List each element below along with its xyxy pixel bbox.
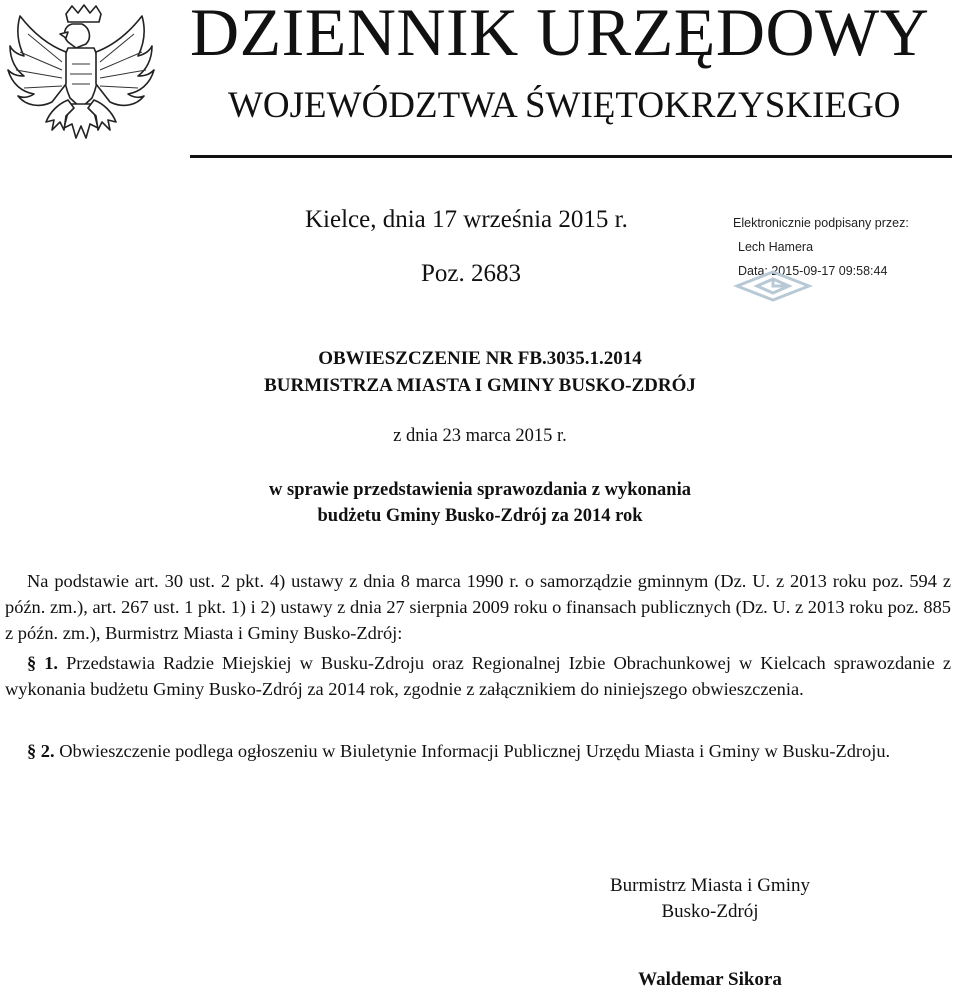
signature-name: Lech Hamera [738, 240, 814, 254]
paragraph-1-text: Przedstawia Radzie Miejskiej w Busku-Zdroju oraz Regionalnej Izbie Obrachunkowej w Kielcach sprawozdanie z wykonania budżetu Gminy Busko-Zdrój za 2014 rok, zgodnie z załącznikiem do niniejszego obwieszczenia. [5, 653, 951, 699]
journal-subtitle: WOJEWÓDZTWA ŚWIĘTOKRZYSKIEGO [228, 85, 901, 126]
mayor-title-line-1: Burmistrz Miasta i Gminy [609, 875, 810, 896]
journal-title: DZIENNIK URZĘDOWY [190, 0, 930, 70]
paragraph-2-label: § 2. [27, 741, 55, 761]
paragraph-1-label: § 1. [27, 653, 59, 673]
header-rule [190, 155, 952, 158]
issuer-heading: BURMISTRZA MIASTA I GMINY BUSKO-ZDRÓJ [264, 375, 696, 396]
position-number: Poz. 2683 [421, 260, 521, 287]
notice-date: z dnia 23 marca 2015 r. [393, 426, 567, 446]
notice-number-heading: OBWIESZCZENIE NR FB.3035.1.2014 [318, 348, 642, 369]
signer-name: Waldemar Sikora [638, 969, 782, 990]
subject-line-2: budżetu Gminy Busko-Zdrój za 2014 rok [317, 506, 643, 526]
preamble-paragraph: Na podstawie art. 30 ust. 2 pkt. 4) ustawy z dnia 8 marca 1990 r. o samorządzie gminnym (Dz. U. z 2013 roku poz. 594 z późn. zm.), art. 267 ust. 1 pkt. 1) i 2) ustawy z dnia 27 sierpnia 2009 roku o finansach publicznych (Dz. U. z 2013 roku poz. 885 z późn. zm.), Burmistrz Miasta i Gminy Busko-Zdrój: [5, 571, 951, 643]
mayor-title-line-2: Busko-Zdrój [661, 901, 759, 922]
coat-of-arms-eagle-icon [6, 4, 156, 164]
paragraph-1 [5, 650, 951, 702]
signature-date: Data: 2015-09-17 09:58:44 [738, 264, 888, 278]
issue-date: Kielce, dnia 17 września 2015 r. [305, 206, 628, 233]
paragraph-2-text: Obwieszczenie podlega ogłoszeniu w Biuletynie Informacji Publicznej Urzędu Miasta i Gminy w Busku-Zdroju. [54, 741, 891, 761]
subject-line-1: w sprawie przedstawienia sprawozdania z wykonania [269, 480, 691, 500]
signature-stamp-logo-icon [733, 268, 813, 304]
paragraph-2 [5, 738, 951, 764]
signature-label: Elektronicznie podpisany przez: [733, 216, 909, 230]
